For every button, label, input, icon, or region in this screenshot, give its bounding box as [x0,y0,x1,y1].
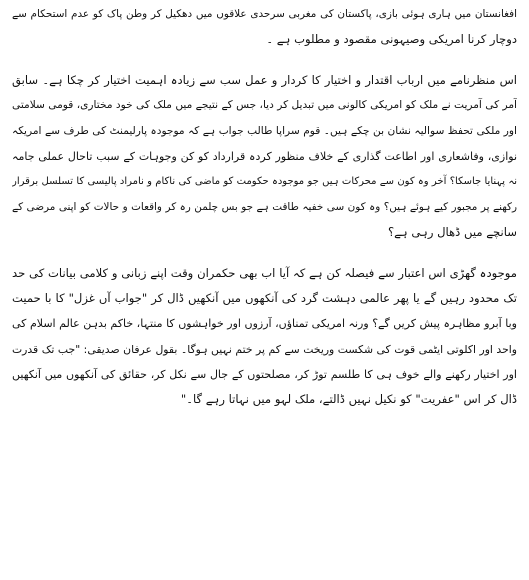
text-line: رکھنے پر مجبور کیے ہوئے ہیں؟ وہ کون سی خفیہ طاقت ہے جو بس چلمن رہ کر واقعات و حالات کو اپنی مرضی کے [12,200,517,213]
paragraph-decisive-moment [12,261,517,413]
text-line: اس منظرنامے میں ارباب اقتدار و اختیار کا کردار و عمل سب سے زیادہ اہمیت اختیار کر چکا ہے۔ سابق [12,72,517,87]
text-line: تک محدود رہیں گے یا پھر عالمی دہشت گرد کی آنکھوں میں آنکھیں ڈال کر "جواب آں غزل" کا با حمیت [12,290,517,305]
paragraph-afghanistan [12,2,517,53]
text-line: افغانستان میں ہاری ہوئی بازی، پاکستان کی مغربی سرحدی علاقوں میں دھکیل کر وطن پاک کو عدم استحکام سے [12,8,517,20]
paragraph-leadership [12,68,517,246]
text-line: دوچار کرنا امریکی وصیہونی مقصود و مطلوب ہے ۔ [266,32,517,47]
text-line: اور ملکی تحفظ سوالیہ نشان بن چکے ہیں۔ قوم سراپا طالب جواب ہے کہ موجودہ پارلیمنٹ کی طرف سے امریکہ [12,124,517,137]
text-line: نوازی، وفاشعاری اور اطاعت گذاری کے خلاف منظور کردہ قرارداد کو کن وجوہات کے سبب تاحال عملی جامہ [12,149,517,163]
text-line: واحد اور اکلوتی ایٹمی قوت کی شکست وریخت سے کم پر ختم نہیں ہوگا۔ بقول عرفان صدیقی: "جب تک قدرت [12,342,517,356]
text-line: نہ پہنایا جاسکا؟ آخر وہ کون سے محرکات ہیں جو موجودہ حکومت کو ماضی کی ناکام و نامراد پالیسی کا تسلسل برقرار [12,176,517,188]
text-line: موجودہ گھڑی اس اعتبار سے فیصلہ کن ہے کہ آیا اب بھی حکمران وقت اپنے زبانی و کلامی بیانات کی حد [12,265,517,280]
text-line: آمر کی آمریت نے ملک کو امریکی کالونی میں تبدیل کر دیا، جس کے نتیجے میں ملک کی خود مختاری، قومی سلامتی [12,99,517,112]
text-line: سانچے میں ڈھال رہی ہے؟ [387,225,517,240]
text-line: اور اختیار رکھنے والے خوف ہی کا طلسم توڑ کر، مصلحتوں کے جال سے نکل کر، حقائق کی آنکھوں میں آنکھیں [12,368,517,382]
text-line: ڈال کر اس "عفریت" کو نکیل نہیں ڈالتے، ملک لہو میں نہاتا رہے گا۔" [180,392,517,407]
text-line: وبا آبرو مظاہرہ پیش کریں گے؟ ورنہ امریکی تمناؤں، آرزوں اور خواہشوں کا منتہا، خاکم بدہن عالم اسلام کی [12,317,517,331]
